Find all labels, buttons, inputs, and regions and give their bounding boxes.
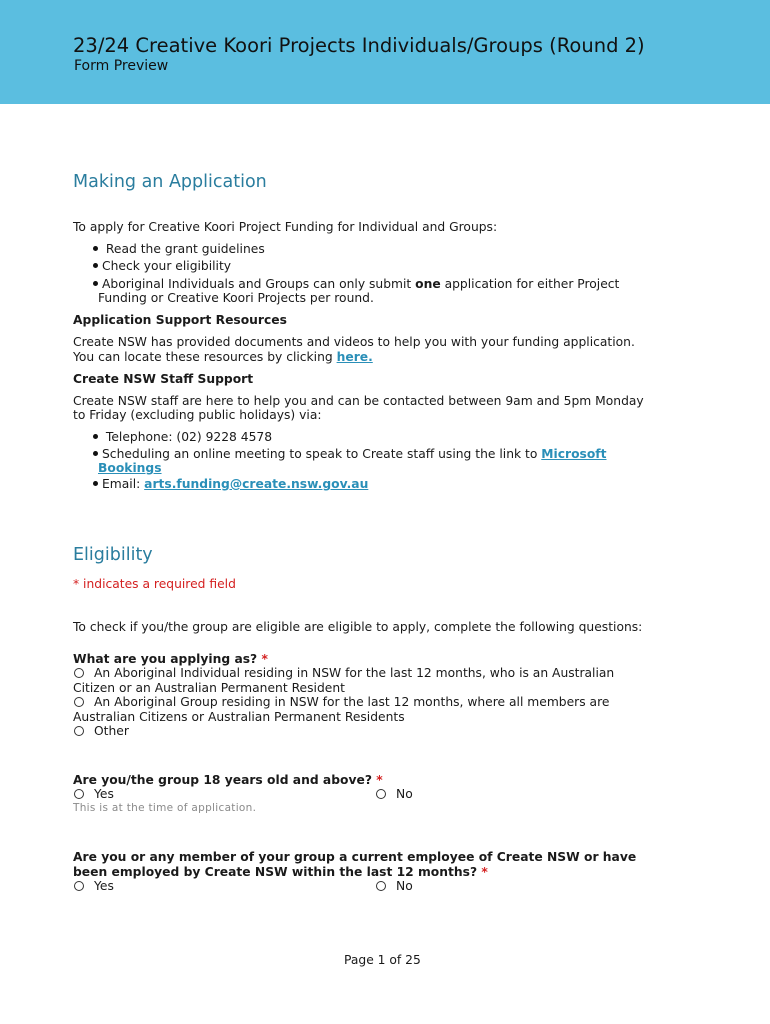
bullet-icon (93, 246, 98, 251)
radio-option-yes[interactable]: Yes (73, 879, 114, 893)
question-applying-as: What are you applying as? * (73, 652, 268, 666)
page-number: Page 1 of 25 (344, 953, 421, 967)
bullet-icon (93, 263, 98, 268)
radio-option-no[interactable]: No (375, 787, 413, 801)
microsoft-bookings-link-line2[interactable]: Bookings (98, 461, 162, 475)
form-subtitle: Form Preview (74, 58, 169, 74)
radio-button-icon[interactable] (74, 668, 84, 678)
question-employee-line2: been employed by Create NSW within the last 12 months? * (73, 865, 488, 879)
radio-button-icon[interactable] (376, 881, 386, 891)
list-item: Aboriginal Individuals and Groups can only submit one application for either Project (93, 277, 619, 291)
radio-option-no[interactable]: No (375, 879, 413, 893)
required-star: * (261, 652, 268, 666)
radio-option-individual-line2: Citizen or an Australian Permanent Resident (73, 681, 345, 695)
list-item: Email: arts.funding@create.nsw.gov.au (93, 477, 368, 491)
radio-option-yes[interactable]: Yes (73, 787, 114, 801)
resources-link[interactable]: here. (336, 350, 373, 364)
radio-option-individual[interactable]: An Aboriginal Individual residing in NSW for the last 12 months, who is an Australian (73, 666, 614, 680)
radio-button-icon[interactable] (376, 789, 386, 799)
resources-text-line2: You can locate these resources by clicking here. (73, 350, 373, 364)
section-heading-making: Making an Application (73, 172, 267, 192)
radio-option-group-line2: Australian Citizens or Australian Permanent Residents (73, 710, 405, 724)
list-item-continuation: Funding or Creative Koori Projects per round. (98, 291, 374, 305)
radio-button-icon[interactable] (74, 881, 84, 891)
eligibility-intro: To check if you/the group are eligible are eligible to apply, complete the following questions: (73, 620, 643, 634)
question-employee-line1: Are you or any member of your group a current employee of Create NSW or have (73, 850, 637, 864)
bullet-icon (93, 481, 98, 486)
radio-button-icon[interactable] (74, 726, 84, 736)
form-title: 23/24 Creative Koori Projects Individuals/Groups (Round 2) (73, 34, 645, 57)
staff-text-line1: Create NSW staff are here to help you and can be contacted between 9am and 5pm Monday (73, 394, 644, 408)
required-star: * (376, 773, 383, 787)
header-banner (0, 0, 770, 104)
radio-button-icon[interactable] (74, 789, 84, 799)
making-intro: To apply for Creative Koori Project Funding for Individual and Groups: (73, 220, 498, 234)
bullet-icon (93, 434, 98, 439)
question-age: Are you/the group 18 years old and above? * (73, 773, 383, 787)
list-item-continuation (98, 461, 162, 475)
email-link[interactable]: arts.funding@create.nsw.gov.au (144, 477, 369, 491)
section-heading-eligibility: Eligibility (73, 545, 153, 565)
age-hint: This is at the time of application. (73, 802, 257, 814)
radio-button-icon[interactable] (74, 697, 84, 707)
radio-option-group[interactable]: An Aboriginal Group residing in NSW for the last 12 months, where all members are (73, 695, 609, 709)
microsoft-bookings-link[interactable]: Microsoft (541, 447, 607, 461)
list-item: Telephone: (02) 9228 4578 (93, 430, 272, 444)
required-star: * (481, 865, 488, 879)
resources-text-line1: Create NSW has provided documents and videos to help you with your funding application. (73, 335, 635, 349)
list-item: Read the grant guidelines (93, 242, 265, 256)
staff-text-line2: to Friday (excluding public holidays) via: (73, 408, 322, 422)
list-item: Scheduling an online meeting to speak to Create staff using the link to Microsoft (93, 447, 607, 461)
staff-heading: Create NSW Staff Support (73, 372, 254, 386)
list-item: Check your eligibility (93, 259, 231, 273)
bullet-icon (93, 451, 98, 456)
radio-option-other[interactable]: Other (73, 724, 129, 738)
required-note: * indicates a required field (73, 577, 236, 591)
bullet-icon (93, 281, 98, 286)
resources-heading: Application Support Resources (73, 313, 287, 327)
